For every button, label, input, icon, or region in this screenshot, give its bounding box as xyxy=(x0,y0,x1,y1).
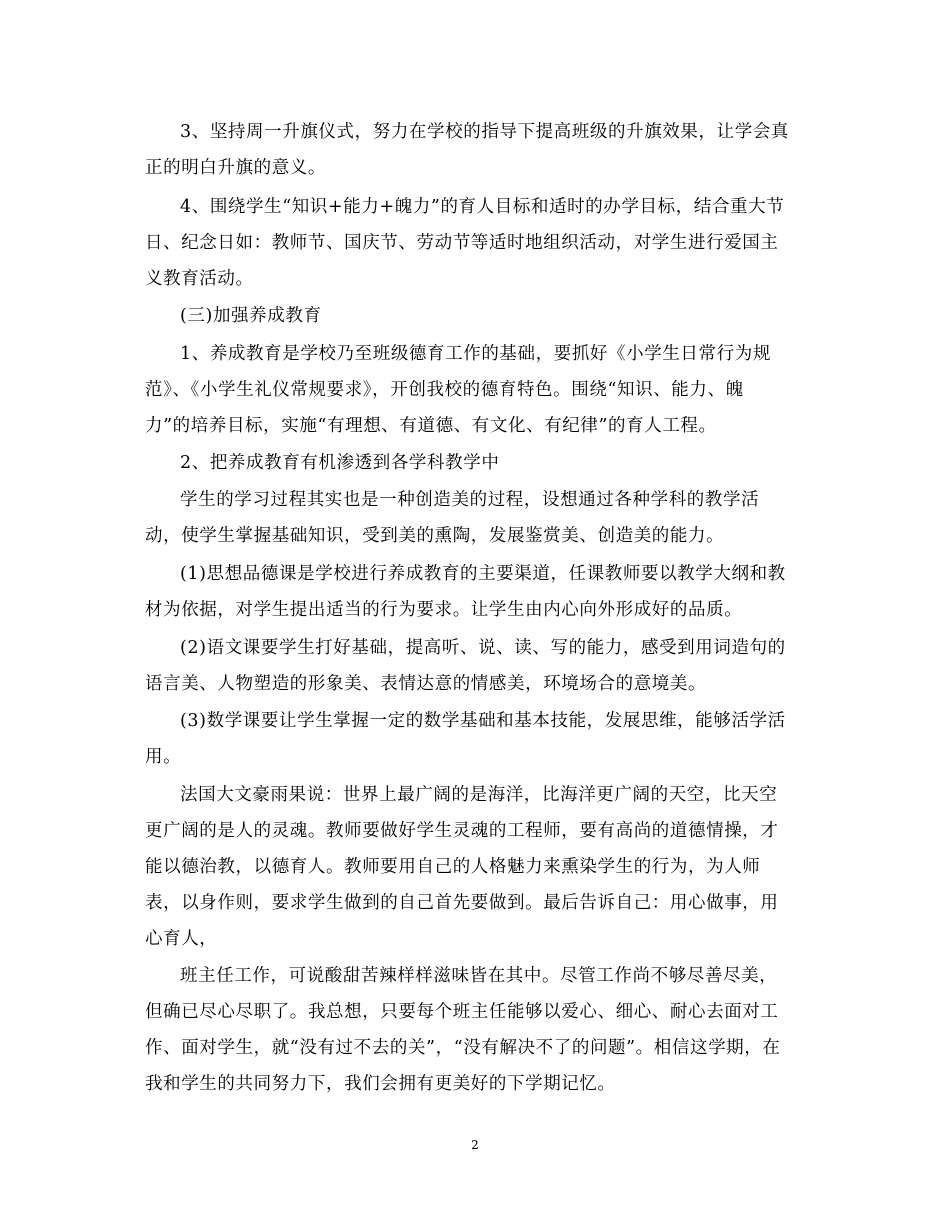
text-line: 但确已尽心尽职了。我总想，只要每个班主任能够以爱心、细心、耐心去面对工 xyxy=(145,1002,779,1022)
text-line: 义教育活动。 xyxy=(145,269,254,289)
text-line: 动，使学生掌握基础知识，受到美的熏陶，发展鉴赏美、创造美的能力。 xyxy=(145,526,725,546)
text-line: 心育人， xyxy=(145,929,218,949)
text-line: 日、纪念日如：教师节、国庆节、劳动节等适时地组织活动，对学生进行爱国主 xyxy=(145,233,779,253)
text-line: 更广阔的是人的灵魂。教师要做好学生灵魂的工程师，要有高尚的道德情操，才 xyxy=(145,821,779,841)
text-line: 表，以身作则，要求学生做到的自己首先要做到。最后告诉自己：用心做事，用 xyxy=(145,893,779,913)
text-line: 作、面对学生，就“没有过不去的关”，“没有解决不了的问题”。相信这学期，在 xyxy=(145,1038,781,1058)
text-line: 能以德治教，以德育人。教师要用自己的人格魅力来熏染学生的行为，为人师 xyxy=(145,857,761,877)
text-line: 材为依据，对学生提出适当的行为要求。让学生由内心向外形成好的品质。 xyxy=(145,600,743,620)
page-number: 2 xyxy=(471,1138,479,1152)
text-line: 2、把养成教育有机渗透到各学科教学中 xyxy=(180,453,500,473)
text-line: 法国大文豪雨果说：世界上最广阔的是海洋，比海洋更广阔的天空，比天空 xyxy=(180,785,778,805)
text-line: (3)数学课要让学生掌握一定的数学基础和基本技能，发展思维，能够活学活 xyxy=(180,711,786,731)
text-line: (2)语文课要学生打好基础，提高听、说、读、写的能力，感受到用词造句的 xyxy=(180,638,786,658)
text-line: 1、养成教育是学校乃至班级德育工作的基础，要抓好《小学生日常行为规 xyxy=(180,344,771,364)
text-line: 力”的培养目标，实施“有理想、有道德、有文化、有纪律”的育人工程。 xyxy=(145,416,717,436)
text-line: 用。 xyxy=(145,747,182,767)
text-line: 3、坚持周一升旗仪式，努力在学校的指导下提高班级的升旗效果，让学会真 xyxy=(180,122,790,142)
text-line: 4、围绕学生“知识+能力+魄力”的育人目标和适时的办学目标，结合重大节 xyxy=(180,197,785,217)
text-line: 正的明白升旗的意义。 xyxy=(145,158,326,178)
text-line: 班主任工作，可说酸甜苦辣样样滋味皆在其中。尽管工作尚不够尽善尽美， xyxy=(180,966,778,986)
text-line: 范》、《小学生礼仪常规要求》，开创我校的德育特色。围绕“知识、能力、魄 xyxy=(145,380,744,400)
text-line: 学生的学习过程其实也是一种创造美的过程，设想通过各种学科的教学活 xyxy=(180,490,760,510)
text-line: 我和学生的共同努力下，我们会拥有更美好的下学期记忆。 xyxy=(145,1074,616,1094)
text-line: (1)思想品德课是学校进行养成教育的主要渠道，任课教师要以教学大纲和教 xyxy=(180,564,786,584)
section-heading: (三)加强养成教育 xyxy=(180,306,322,326)
text-line: 语言美、人物塑造的形象美、表情达意的情感美，环境场合的意境美。 xyxy=(145,674,707,694)
